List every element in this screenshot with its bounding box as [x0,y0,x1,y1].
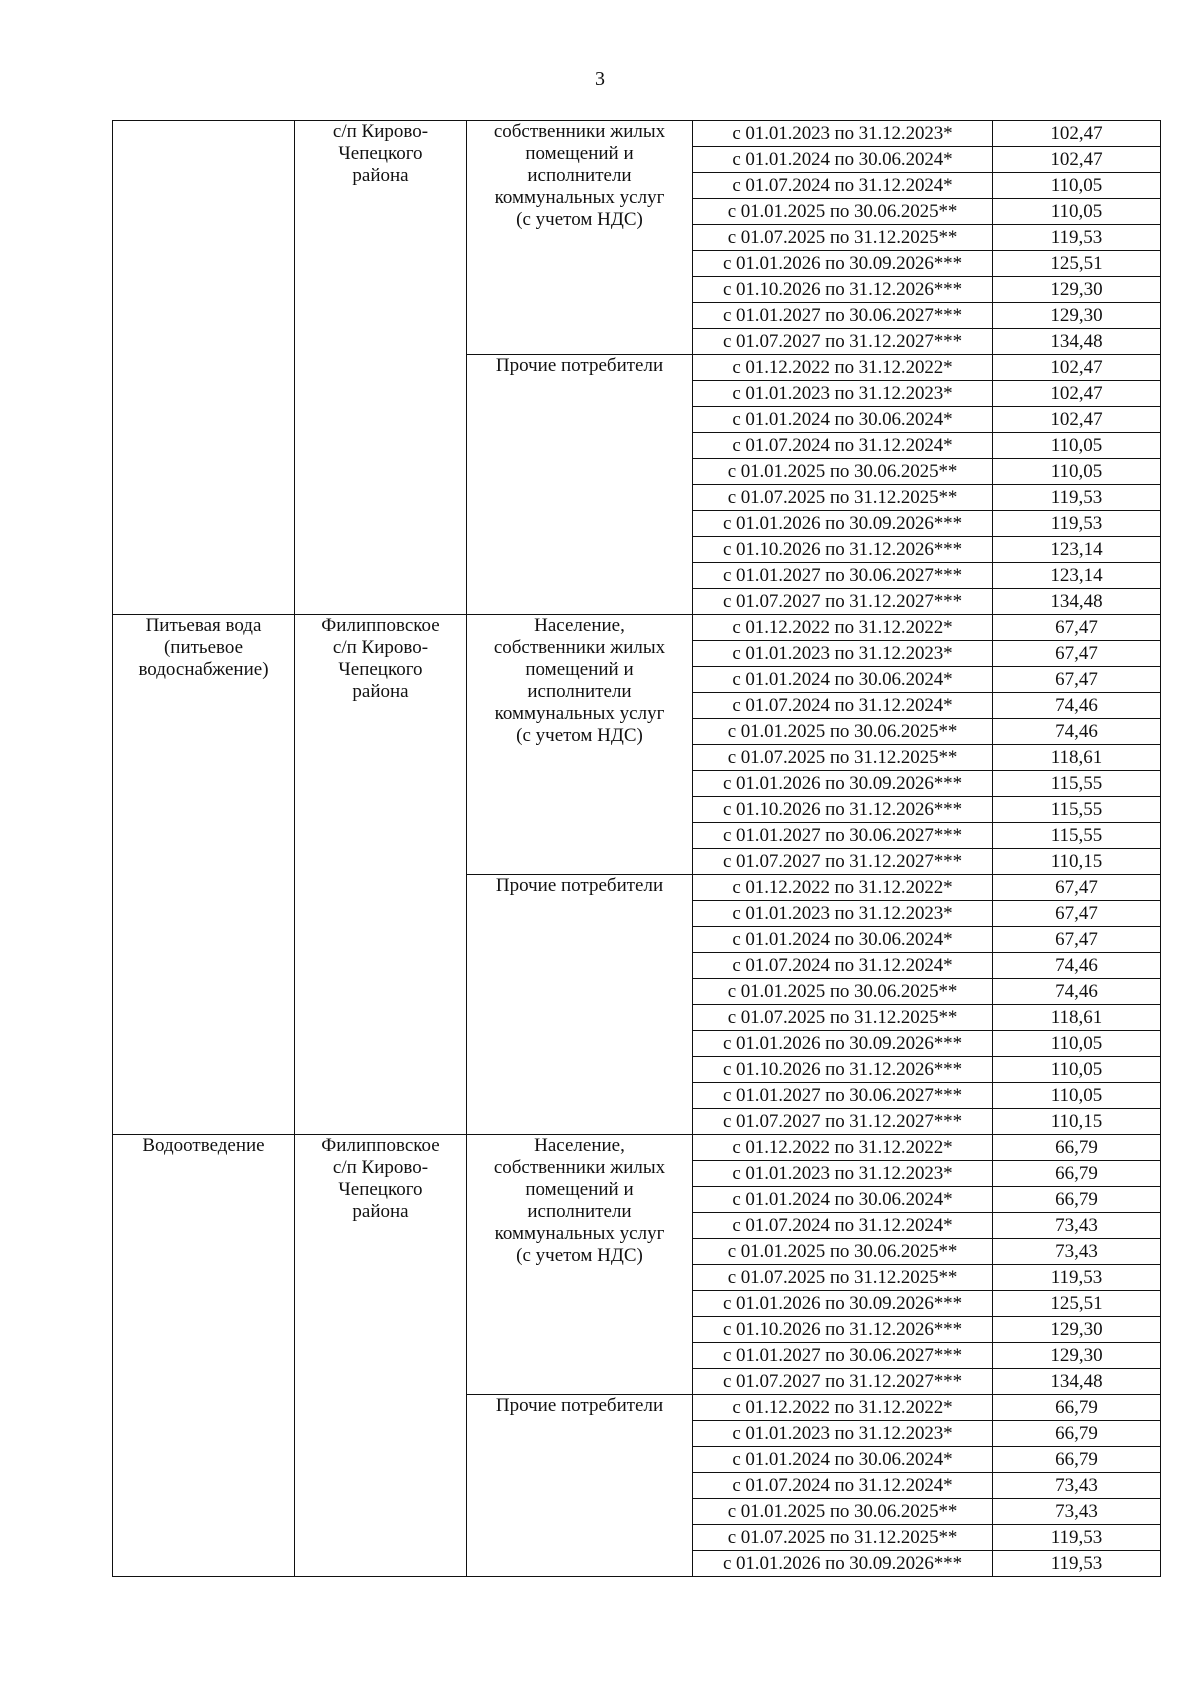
period-cell: с 01.01.2026 по 30.09.2026*** [693,1551,993,1577]
tariff-value-cell: 67,47 [993,927,1161,953]
period-cell: с 01.10.2026 по 31.12.2026*** [693,797,993,823]
period-cell: с 01.07.2024 по 31.12.2024* [693,693,993,719]
period-cell: с 01.07.2024 по 31.12.2024* [693,953,993,979]
tariff-value-cell: 119,53 [993,225,1161,251]
period-cell: с 01.01.2024 по 30.06.2024* [693,1447,993,1473]
period-cell: с 01.01.2027 по 30.06.2027*** [693,1343,993,1369]
period-cell: с 01.07.2024 по 31.12.2024* [693,433,993,459]
tariff-value-cell: 66,79 [993,1187,1161,1213]
territory-cell: с/п Кирово- Чепецкого района [295,121,467,615]
period-cell: с 01.01.2023 по 31.12.2023* [693,121,993,147]
tariff-value-cell: 73,43 [993,1239,1161,1265]
period-cell: с 01.07.2027 по 31.12.2027*** [693,1369,993,1395]
period-cell: с 01.01.2026 по 30.09.2026*** [693,251,993,277]
period-cell: с 01.01.2026 по 30.09.2026*** [693,1031,993,1057]
tariff-value-cell: 110,05 [993,199,1161,225]
period-cell: с 01.01.2024 по 30.06.2024* [693,147,993,173]
page-number: 3 [595,68,605,90]
tariff-value-cell: 134,48 [993,589,1161,615]
period-cell: с 01.07.2027 по 31.12.2027*** [693,1109,993,1135]
tariff-value-cell: 110,05 [993,433,1161,459]
territory-cell: Филипповское с/п Кирово- Чепецкого района [295,615,467,1135]
period-cell: с 01.07.2025 по 31.12.2025** [693,225,993,251]
tariff-value-cell: 118,61 [993,1005,1161,1031]
tariff-value-cell: 102,47 [993,407,1161,433]
table-row [113,121,1161,147]
consumer-group-cell: Население, собственники жилых помещений и исполнители коммунальных услуг (с учетом НДС) [467,1135,693,1395]
tariff-value-cell: 119,53 [993,1551,1161,1577]
period-cell: с 01.12.2022 по 31.12.2022* [693,615,993,641]
period-cell: с 01.07.2025 по 31.12.2025** [693,745,993,771]
period-cell: с 01.10.2026 по 31.12.2026*** [693,1317,993,1343]
period-cell: с 01.01.2024 по 30.06.2024* [693,407,993,433]
period-cell: с 01.12.2022 по 31.12.2022* [693,1395,993,1421]
tariff-value-cell: 67,47 [993,667,1161,693]
tariff-value-cell: 74,46 [993,693,1161,719]
tariff-value-cell: 74,46 [993,953,1161,979]
service-cell: Водоотведение [113,1135,295,1577]
period-cell: с 01.01.2025 по 30.06.2025** [693,1499,993,1525]
consumer-group-cell: собственники жилых помещений и исполнители коммунальных услуг (с учетом НДС) [467,121,693,355]
tariff-value-cell: 102,47 [993,355,1161,381]
period-cell: с 01.01.2023 по 31.12.2023* [693,901,993,927]
consumer-group-cell: Прочие потребители [467,875,693,1135]
tariff-value-cell: 110,05 [993,1031,1161,1057]
period-cell: с 01.01.2023 по 31.12.2023* [693,1161,993,1187]
period-cell: с 01.12.2022 по 31.12.2022* [693,875,993,901]
tariff-value-cell: 102,47 [993,381,1161,407]
period-cell: с 01.01.2025 по 30.06.2025** [693,459,993,485]
consumer-group-cell: Прочие потребители [467,355,693,615]
consumer-group-cell: Прочие потребители [467,1395,693,1577]
tariff-value-cell: 66,79 [993,1421,1161,1447]
period-cell: с 01.07.2027 по 31.12.2027*** [693,329,993,355]
tariff-value-cell: 73,43 [993,1473,1161,1499]
tariff-value-cell: 115,55 [993,771,1161,797]
period-cell: с 01.07.2025 по 31.12.2025** [693,1525,993,1551]
table-row [113,1135,1161,1161]
period-cell: с 01.01.2023 по 31.12.2023* [693,641,993,667]
period-cell: с 01.01.2026 по 30.09.2026*** [693,771,993,797]
period-cell: с 01.07.2025 по 31.12.2025** [693,1005,993,1031]
tariff-value-cell: 119,53 [993,485,1161,511]
tariff-table-body [113,121,1161,1577]
period-cell: с 01.01.2027 по 30.06.2027*** [693,823,993,849]
tariff-value-cell: 110,05 [993,459,1161,485]
table-row [113,615,1161,641]
period-cell: с 01.01.2026 по 30.09.2026*** [693,1291,993,1317]
period-cell: с 01.07.2025 по 31.12.2025** [693,1265,993,1291]
tariff-value-cell: 118,61 [993,745,1161,771]
period-cell: с 01.10.2026 по 31.12.2026*** [693,277,993,303]
period-cell: с 01.01.2027 по 30.06.2027*** [693,563,993,589]
period-cell: с 01.01.2024 по 30.06.2024* [693,667,993,693]
tariff-value-cell: 119,53 [993,511,1161,537]
period-cell: с 01.07.2025 по 31.12.2025** [693,485,993,511]
tariff-value-cell: 66,79 [993,1447,1161,1473]
tariff-value-cell: 102,47 [993,147,1161,173]
period-cell: с 01.07.2027 по 31.12.2027*** [693,849,993,875]
tariff-value-cell: 74,46 [993,979,1161,1005]
tariff-value-cell: 67,47 [993,901,1161,927]
tariff-value-cell: 66,79 [993,1135,1161,1161]
tariff-value-cell: 110,05 [993,1083,1161,1109]
tariff-value-cell: 123,14 [993,537,1161,563]
period-cell: с 01.01.2024 по 30.06.2024* [693,927,993,953]
tariff-value-cell: 123,14 [993,563,1161,589]
period-cell: с 01.07.2027 по 31.12.2027*** [693,589,993,615]
tariff-value-cell: 66,79 [993,1395,1161,1421]
period-cell: с 01.01.2023 по 31.12.2023* [693,381,993,407]
tariff-value-cell: 73,43 [993,1499,1161,1525]
tariff-value-cell: 129,30 [993,277,1161,303]
tariff-value-cell: 129,30 [993,303,1161,329]
period-cell: с 01.12.2022 по 31.12.2022* [693,1135,993,1161]
tariff-value-cell: 110,05 [993,173,1161,199]
period-cell: с 01.01.2025 по 30.06.2025** [693,1239,993,1265]
period-cell: с 01.10.2026 по 31.12.2026*** [693,537,993,563]
tariff-value-cell: 67,47 [993,875,1161,901]
period-cell: с 01.07.2024 по 31.12.2024* [693,1213,993,1239]
tariff-value-cell: 110,05 [993,1057,1161,1083]
consumer-group-cell: Население, собственники жилых помещений и исполнители коммунальных услуг (с учетом НДС) [467,615,693,875]
tariff-value-cell: 115,55 [993,823,1161,849]
period-cell: с 01.12.2022 по 31.12.2022* [693,355,993,381]
tariff-value-cell: 110,15 [993,849,1161,875]
tariff-value-cell: 129,30 [993,1343,1161,1369]
period-cell: с 01.01.2024 по 30.06.2024* [693,1187,993,1213]
period-cell: с 01.07.2024 по 31.12.2024* [693,173,993,199]
tariff-value-cell: 74,46 [993,719,1161,745]
tariff-value-cell: 102,47 [993,121,1161,147]
period-cell: с 01.01.2026 по 30.09.2026*** [693,511,993,537]
service-cell: Питьевая вода (питьевое водоснабжение) [113,615,295,1135]
period-cell: с 01.07.2024 по 31.12.2024* [693,1473,993,1499]
territory-cell: Филипповское с/п Кирово- Чепецкого района [295,1135,467,1577]
tariff-value-cell: 67,47 [993,615,1161,641]
tariff-value-cell: 134,48 [993,329,1161,355]
tariff-value-cell: 110,15 [993,1109,1161,1135]
period-cell: с 01.01.2025 по 30.06.2025** [693,719,993,745]
period-cell: с 01.10.2026 по 31.12.2026*** [693,1057,993,1083]
period-cell: с 01.01.2027 по 30.06.2027*** [693,1083,993,1109]
tariff-value-cell: 129,30 [993,1317,1161,1343]
period-cell: с 01.01.2027 по 30.06.2027*** [693,303,993,329]
tariff-value-cell: 119,53 [993,1265,1161,1291]
period-cell: с 01.01.2025 по 30.06.2025** [693,199,993,225]
tariff-value-cell: 67,47 [993,641,1161,667]
period-cell: с 01.01.2023 по 31.12.2023* [693,1421,993,1447]
service-cell [113,121,295,615]
tariff-value-cell: 66,79 [993,1161,1161,1187]
tariff-value-cell: 119,53 [993,1525,1161,1551]
tariff-value-cell: 115,55 [993,797,1161,823]
tariff-value-cell: 73,43 [993,1213,1161,1239]
period-cell: с 01.01.2025 по 30.06.2025** [693,979,993,1005]
tariff-value-cell: 125,51 [993,1291,1161,1317]
tariff-table [112,120,1161,1577]
tariff-value-cell: 125,51 [993,251,1161,277]
tariff-value-cell: 134,48 [993,1369,1161,1395]
